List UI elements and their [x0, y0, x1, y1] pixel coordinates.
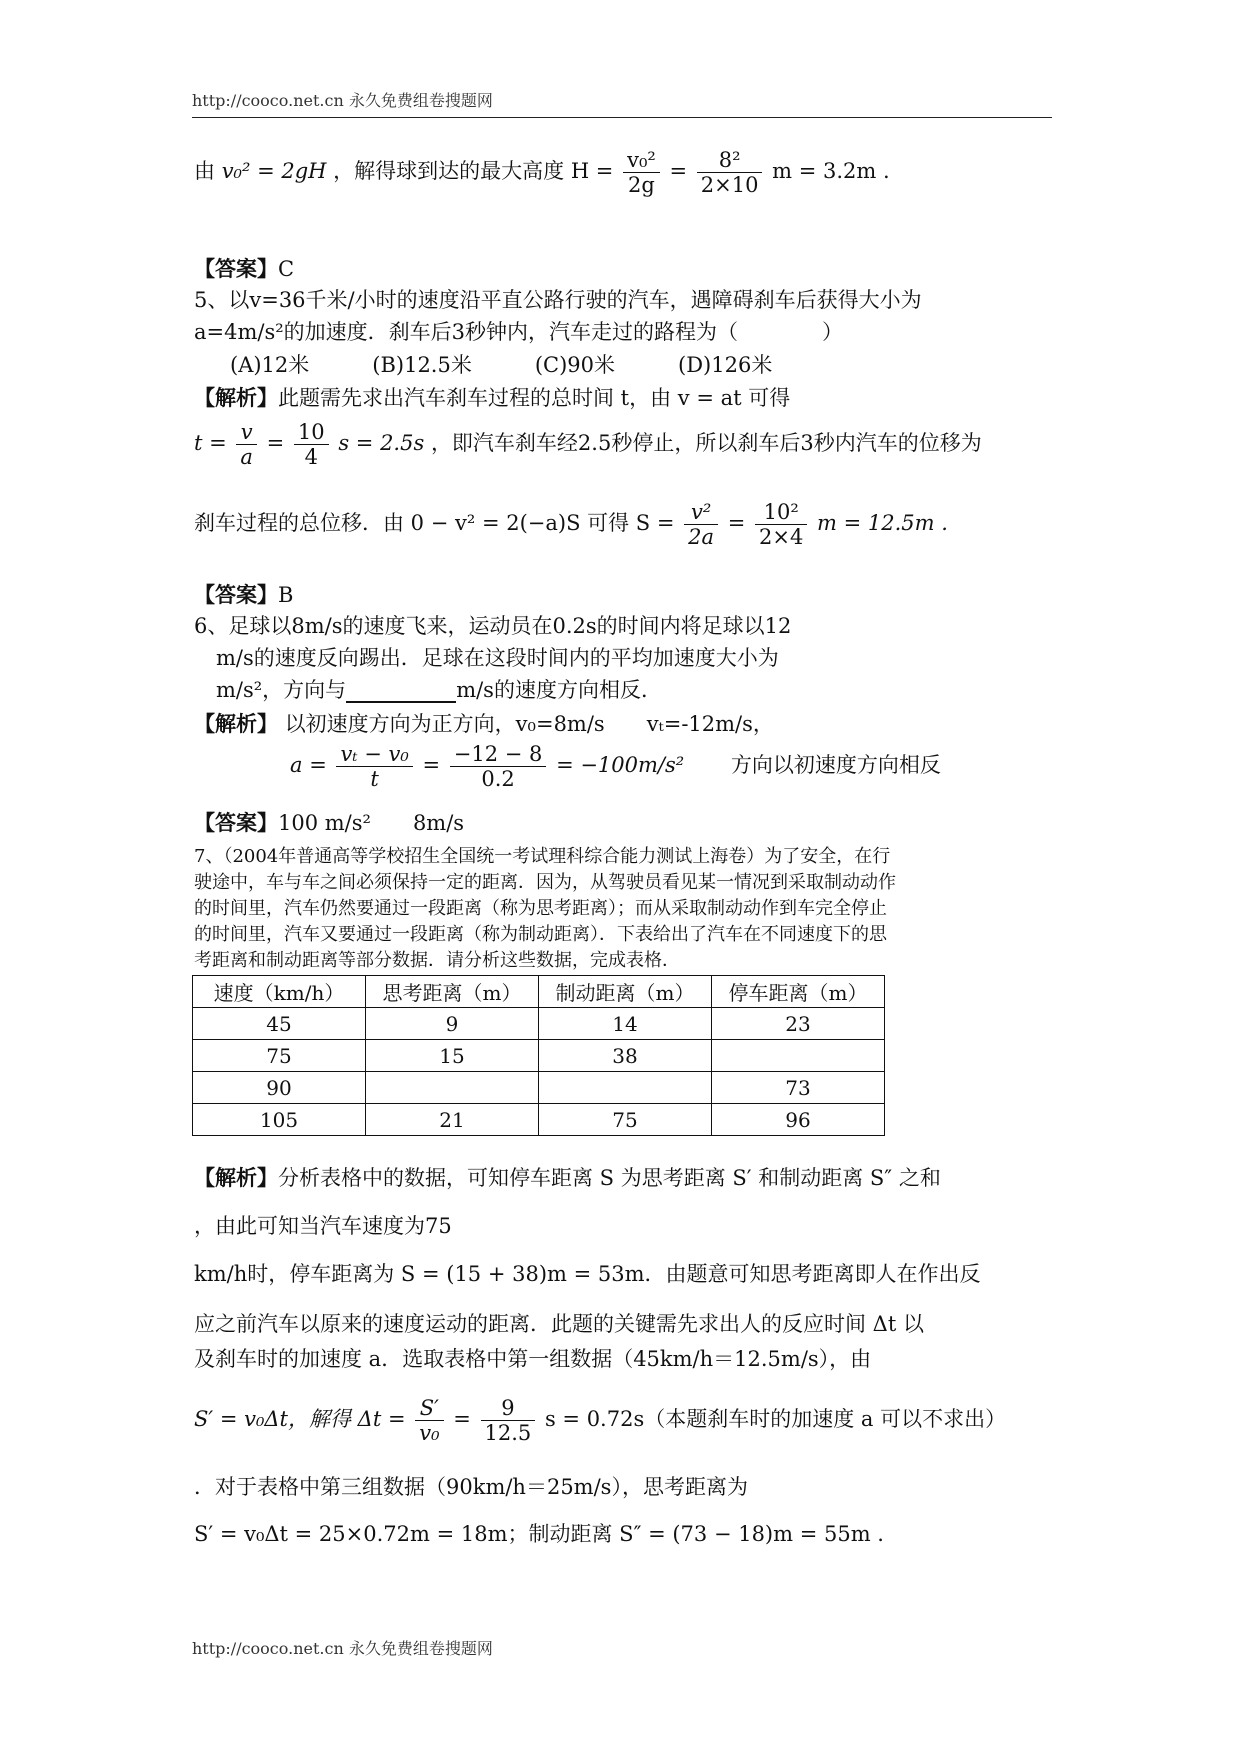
column-header: 制动距离（m）	[539, 976, 712, 1008]
question-7-line-1: 7、（2004年普通高等学校招生全国统一考试理科综合能力测试上海卷）为了安全，在行	[194, 846, 891, 867]
table-cell: 14	[539, 1008, 712, 1040]
question-7-line-5: 考距离和制动距离等部分数据．请分析这些数据，完成表格．	[194, 950, 680, 971]
page-header: http://cooco.net.cn 永久免费组卷搜题网	[192, 91, 493, 110]
formula: s = 2.5s	[338, 431, 425, 456]
table-cell	[366, 1072, 539, 1104]
answer-value: 100 m/s² 8m/s	[278, 811, 465, 835]
data-table	[192, 975, 885, 1136]
fraction	[697, 148, 763, 197]
formula: a =	[290, 753, 327, 778]
text: 由	[194, 159, 215, 184]
explanation-text: 此题需先求出汽车刹车过程的总时间 t，由 v = at 可得	[278, 386, 791, 410]
question-5-explanation	[194, 385, 790, 411]
table-row	[193, 1072, 885, 1104]
column-header: 停车距离（m）	[712, 976, 885, 1008]
column-header: 速度（km/h）	[193, 976, 366, 1008]
table-cell: 23	[712, 1008, 885, 1040]
question-5-line-2: a=4m/s²的加速度．刹车后3秒钟内，汽车走过的路程为（ ）	[194, 320, 844, 344]
denominator: a	[240, 445, 253, 470]
question-6-line-1: 6、足球以8m/s的速度飞来，运动员在0.2s的时间内将足球以12	[194, 614, 792, 638]
table-cell: 45	[193, 1008, 366, 1040]
text: m/s²，方向与	[216, 678, 347, 702]
equals: =	[266, 431, 285, 456]
question-7-line-2: 驶途中，车与车之间必须保持一定的距离．因为，从驾驶员看见某一情况到采取制动动作	[194, 872, 896, 893]
table-cell: 105	[193, 1104, 366, 1136]
formula: t =	[194, 431, 227, 456]
table-cell: 38	[539, 1040, 712, 1072]
explanation-label: 【解析】	[194, 385, 278, 410]
question-6-line-3	[216, 678, 662, 703]
answer-4	[194, 256, 294, 282]
fraction	[450, 742, 547, 791]
text: 刹车过程的总位移．由 0 − v² = 2(−a)S 可得 S =	[194, 511, 675, 536]
numerator: 9	[481, 1396, 536, 1421]
table-cell: 96	[712, 1104, 885, 1136]
fraction	[623, 148, 660, 197]
table-cell: 75	[193, 1040, 366, 1072]
formula: S′ = v₀Δt，解得 Δt =	[194, 1407, 406, 1432]
answer-label: 【答案】	[194, 810, 278, 835]
question-6-line-2: m/s的速度反向踢出．足球在这段时间内的平均加速度大小为	[216, 646, 779, 670]
answer-value: C	[278, 257, 295, 281]
text: m/s的速度方向相反．	[456, 678, 662, 702]
question-6-explanation	[194, 711, 774, 737]
page-footer: http://cooco.net.cn 永久免费组卷搜题网	[192, 1639, 493, 1658]
text: m = 3.2m .	[772, 159, 890, 184]
numerator: 10²	[755, 500, 807, 525]
solution-line-1	[194, 148, 890, 197]
fraction	[481, 1396, 536, 1445]
denominator: 2×10	[700, 173, 759, 198]
table-cell	[712, 1040, 885, 1072]
fraction	[236, 420, 257, 469]
numerator: vₜ − v₀	[336, 742, 412, 767]
equals: =	[453, 1407, 471, 1432]
numerator: v²	[684, 500, 718, 525]
question-7-explanation-2: ，由此可知当汽车速度为75	[194, 1214, 452, 1238]
table-cell: 75	[539, 1104, 712, 1136]
denominator: t	[370, 767, 379, 792]
numerator: v₀²	[623, 148, 660, 173]
equals: =	[727, 511, 746, 536]
denominator: v₀	[419, 1421, 440, 1446]
numerator: v	[236, 420, 257, 445]
table-cell: 15	[366, 1040, 539, 1072]
table-cell: 21	[366, 1104, 539, 1136]
question-7-line-4: 的时间里，汽车又要通过一段距离（称为制动距离）．下表给出了汽车在不同速度下的思	[194, 924, 887, 945]
answer-blank	[346, 681, 456, 703]
text: ，解得球到达的最大高度 H =	[333, 159, 614, 184]
question-5-explanation-2	[194, 420, 982, 469]
table-cell: 90	[193, 1072, 366, 1104]
explanation-label: 【解析】	[194, 711, 278, 736]
denominator: 12.5	[484, 1421, 532, 1446]
question-7-explanation-6	[194, 1396, 1006, 1445]
answer-label: 【答案】	[194, 256, 278, 281]
question-7-explanation-7: ．对于表格中第三组数据（90km/h＝25m/s），思考距离为	[194, 1475, 748, 1499]
text: s = 0.72s（本题刹车时的加速度 a 可以不求出）	[544, 1407, 1007, 1432]
header-rule	[192, 117, 1052, 118]
question-7-explanation-5: 及刹车时的加速度 a．选取表格中第一组数据（45km/h＝12.5m/s），由	[194, 1347, 872, 1371]
question-7-explanation-3: km/h时，停车距离为 S = (15 + 38)m = 53m．由题意可知思考距离即人在作出反	[194, 1262, 981, 1286]
denominator: 0.2	[481, 767, 515, 792]
column-header: 思考距离（m）	[366, 976, 539, 1008]
numerator: −12 − 8	[450, 742, 547, 767]
text: ，即汽车刹车经2.5秒停止，所以刹车后3秒内汽车的位移为	[430, 431, 982, 456]
answer-label: 【答案】	[194, 582, 278, 607]
question-7-explanation-4: 应之前汽车以原来的速度运动的距离．此题的关键需先求出人的反应时间 Δt 以	[194, 1312, 924, 1336]
explanation-text: 以初速度方向为正方向，v₀=8m/s vₜ=-12m/s，	[284, 712, 774, 736]
table-row	[193, 1040, 885, 1072]
denominator: 2g	[628, 173, 655, 198]
formula: v₀² = 2gH	[221, 159, 327, 184]
numerator: 8²	[697, 148, 763, 173]
table-cell	[539, 1072, 712, 1104]
denominator: 4	[304, 445, 318, 470]
formula: m = 12.5m .	[817, 511, 948, 536]
table-header-row	[193, 976, 885, 1008]
fraction	[336, 742, 412, 791]
fraction	[755, 500, 807, 549]
answer-5	[194, 582, 293, 608]
question-7-explanation-8: S′ = v₀Δt = 25×0.72m = 18m；制动距离 S″ = (73 − 18)m = 55m .	[194, 1522, 884, 1546]
question-5-options: (A)12米 (B)12.5米 (C)90米 (D)126米	[230, 353, 773, 377]
question-6-formula	[290, 742, 941, 791]
fraction	[415, 1396, 443, 1445]
answer-value: B	[278, 583, 294, 607]
fraction	[294, 420, 329, 469]
numerator: S′	[415, 1396, 443, 1421]
question-7-explanation-1	[194, 1165, 941, 1191]
explanation-label: 【解析】	[194, 1165, 278, 1190]
question-7-line-3: 的时间里，汽车仍然要通过一段距离（称为思考距离）；而从采取制动动作到车完全停止	[194, 898, 887, 919]
equals: =	[669, 159, 688, 184]
answer-6	[194, 810, 464, 836]
numerator: 10	[294, 420, 329, 445]
equals: =	[422, 753, 441, 778]
formula: = −100m/s²	[556, 753, 685, 778]
table-cell: 73	[712, 1072, 885, 1104]
table-cell: 9	[366, 1008, 539, 1040]
explanation-text: 分析表格中的数据，可知停车距离 S 为思考距离 S′ 和制动距离 S″ 之和	[278, 1166, 941, 1190]
table-row	[193, 1104, 885, 1136]
denominator: 2×4	[759, 525, 804, 550]
table-row	[193, 1008, 885, 1040]
question-5-explanation-3	[194, 500, 948, 549]
text: 方向以初速度方向相反	[730, 753, 941, 778]
question-5-line-1: 5、以v=36千米/小时的速度沿平直公路行驶的汽车，遇障碍刹车后获得大小为	[194, 288, 922, 312]
fraction	[684, 500, 718, 549]
denominator: 2a	[688, 525, 715, 550]
